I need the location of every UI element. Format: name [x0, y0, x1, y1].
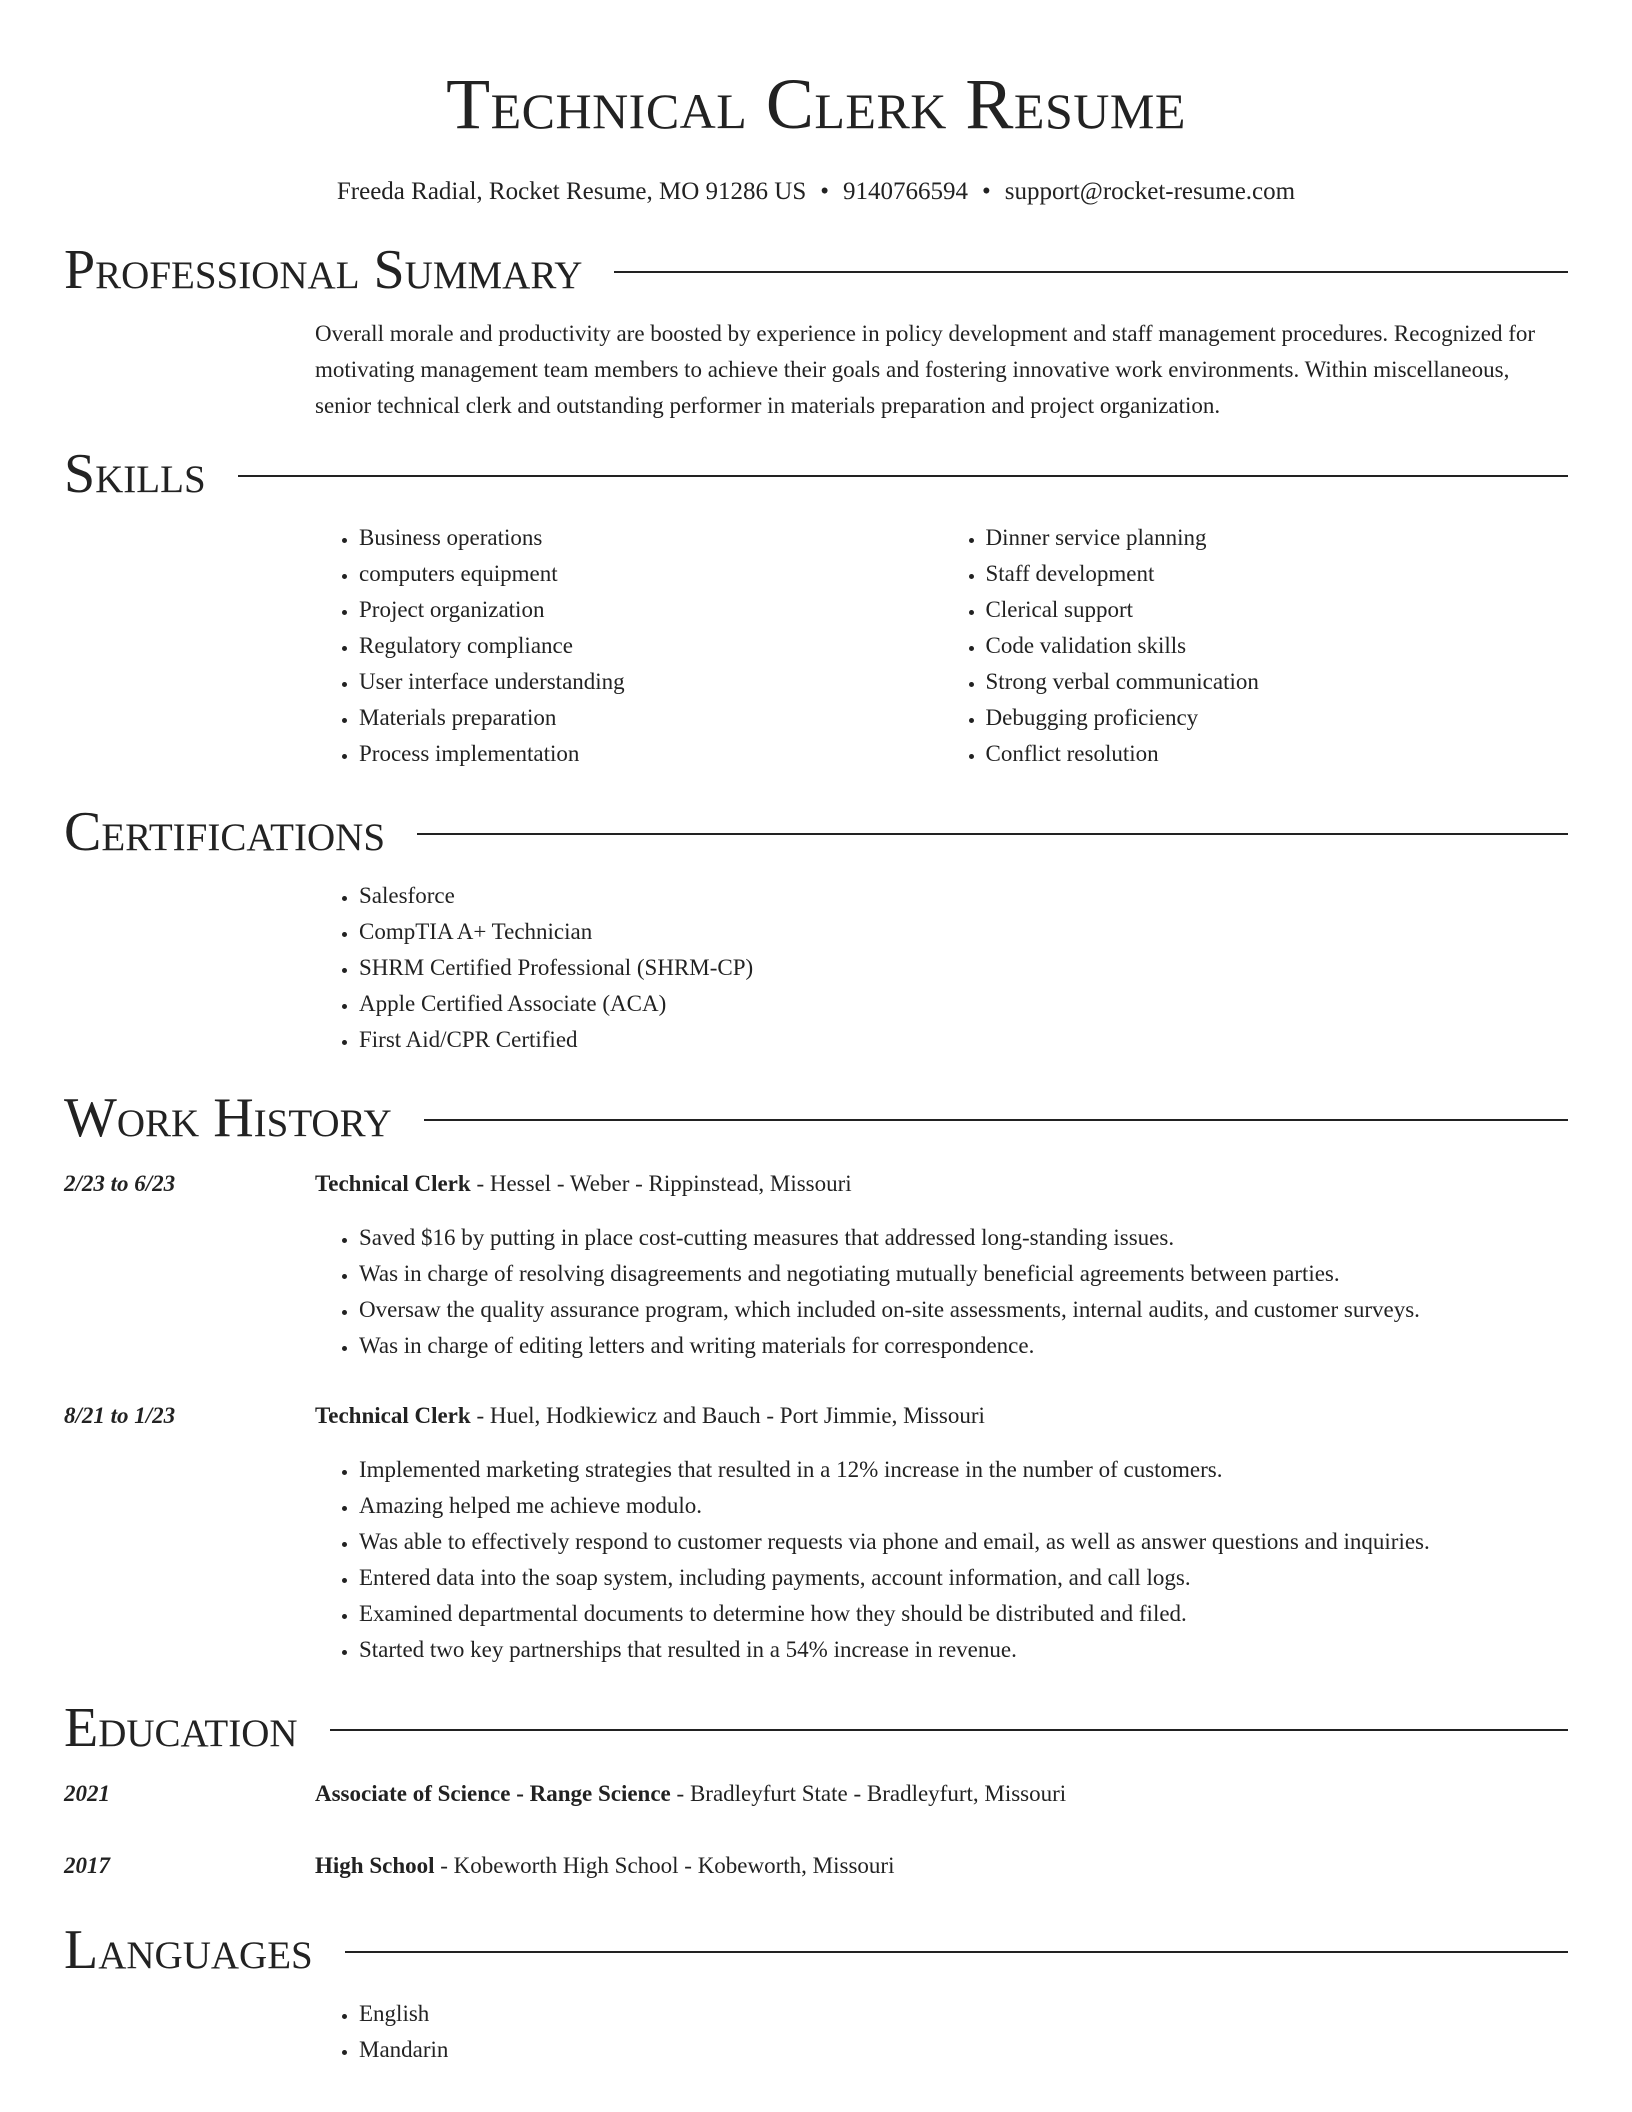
- languages-heading: Languages: [64, 1919, 313, 1981]
- contact-separator: •: [820, 178, 830, 205]
- certification-item: • Apple Certified Associate (ACA): [359, 986, 1568, 1022]
- job-title: Technical Clerk: [315, 1403, 471, 1428]
- education-year: 2021: [64, 1781, 110, 1806]
- education-degree: High School: [315, 1853, 435, 1878]
- skills-grid: [315, 520, 1568, 772]
- languages-list: [315, 1996, 1568, 2068]
- job-dates: 8/21 to 1/23: [64, 1403, 176, 1428]
- skill-item: • computers equipment: [359, 556, 942, 592]
- skill-item: • Conflict resolution: [986, 736, 1569, 772]
- job-role: [315, 1166, 852, 1202]
- job-bullet: • Implemented marketing strategies that resulted in a 12% increase in the number of customers.: [359, 1452, 1568, 1488]
- education-entry: [64, 1848, 1568, 1884]
- work-heading: Work History: [64, 1087, 392, 1149]
- certification-item: • Salesforce: [359, 878, 1568, 914]
- contact-address: Freeda Radial, Rocket Resume, MO 91286 US: [336, 178, 807, 205]
- job-role: [315, 1398, 985, 1434]
- section-divider: [345, 1951, 1568, 1953]
- contact-phone: 9140766594: [843, 178, 969, 205]
- job-bullet: • Amazing helped me achieve modulo.: [359, 1488, 1568, 1524]
- job-bullets-block: [315, 1452, 1568, 1668]
- section-divider: [238, 475, 1568, 477]
- job-entry: [64, 1398, 1568, 1434]
- contact-line: [64, 176, 1568, 208]
- language-item: • Mandarin: [359, 2032, 1568, 2068]
- work-section-header: [64, 1086, 1568, 1150]
- skill-item: • Project organization: [359, 592, 942, 628]
- language-item: • English: [359, 1996, 1568, 2032]
- job-dates: 2/23 to 6/23: [64, 1171, 176, 1196]
- education-heading: Education: [64, 1697, 298, 1759]
- education-details: - Kobeworth High School - Kobeworth, Missouri: [434, 1853, 895, 1878]
- skills-list-left: [315, 520, 942, 772]
- job-entry: [64, 1166, 1568, 1202]
- job-bullet: • Examined departmental documents to determine how they should be distributed and filed.: [359, 1596, 1568, 1632]
- certifications-section-header: [64, 800, 1568, 864]
- certification-item: • SHRM Certified Professional (SHRM-CP): [359, 950, 1568, 986]
- skills-list-right: [942, 520, 1569, 772]
- skill-item: • Materials preparation: [359, 700, 942, 736]
- job-bullets: [315, 1220, 1568, 1364]
- skill-item: • Regulatory compliance: [359, 628, 942, 664]
- education-role: [315, 1848, 894, 1884]
- skills-heading: Skills: [64, 443, 206, 505]
- job-details: - Hessel - Weber - Rippinstead, Missouri: [470, 1171, 852, 1196]
- certification-item: • CompTIA A+ Technician: [359, 914, 1568, 950]
- job-bullet: • Started two key partnerships that resulted in a 54% increase in revenue.: [359, 1632, 1568, 1668]
- job-bullet: • Was in charge of editing letters and writing materials for correspondence.: [359, 1328, 1568, 1364]
- education-entry: [64, 1776, 1568, 1812]
- job-bullets: [315, 1452, 1568, 1668]
- skill-item: • Debugging proficiency: [986, 700, 1569, 736]
- resume-title: Technical Clerk Resume: [446, 64, 1186, 144]
- languages-block: [315, 1996, 1568, 2068]
- skill-item: • Clerical support: [986, 592, 1569, 628]
- job-bullet: • Was in charge of resolving disagreements and negotiating mutually beneficial agreements between parties.: [359, 1256, 1568, 1292]
- job-title: Technical Clerk: [315, 1171, 471, 1196]
- section-divider: [330, 1729, 1568, 1731]
- skill-item: • User interface understanding: [359, 664, 942, 700]
- summary-heading: Professional Summary: [64, 239, 583, 301]
- skill-item: • Business operations: [359, 520, 942, 556]
- certifications-heading: Certifications: [64, 801, 386, 863]
- certifications-block: [315, 878, 1568, 1058]
- section-divider: [424, 1119, 1568, 1121]
- job-bullet: • Oversaw the quality assurance program, which included on-site assessments, internal audits, and customer surveys.: [359, 1292, 1568, 1328]
- section-divider: [614, 271, 1568, 273]
- job-bullet: • Entered data into the soap system, including payments, account information, and call logs.: [359, 1560, 1568, 1596]
- section-divider: [417, 833, 1568, 835]
- education-section-header: [64, 1696, 1568, 1760]
- summary-text: Overall morale and productivity are boosted by experience in policy development and staff management procedures. Recognized for motivating management team members to achieve their goals and fostering innovative work environments. Within miscellaneous, senior technical clerk and outstanding performer in materials preparation and project organization.: [315, 321, 1536, 418]
- certifications-list: [315, 878, 1568, 1058]
- languages-section-header: [64, 1918, 1568, 1982]
- skill-item: • Process implementation: [359, 736, 942, 772]
- job-bullet: • Saved $16 by putting in place cost-cutting measures that addressed long-standing issues.: [359, 1220, 1568, 1256]
- education-degree: Associate of Science - Range Science: [315, 1781, 671, 1806]
- contact-email: support@rocket-resume.com: [1004, 178, 1296, 205]
- job-bullets-block: [315, 1220, 1568, 1364]
- skills-section-header: [64, 442, 1568, 506]
- skill-item: • Code validation skills: [986, 628, 1569, 664]
- education-role: [315, 1776, 1066, 1812]
- education-year: 2017: [64, 1853, 110, 1878]
- job-details: - Huel, Hodkiewicz and Bauch - Port Jimmie, Missouri: [470, 1403, 985, 1428]
- skill-item: • Staff development: [986, 556, 1569, 592]
- job-bullet: • Was able to effectively respond to customer requests via phone and email, as well as answer questions and inquiries.: [359, 1524, 1568, 1560]
- contact-separator: •: [982, 178, 991, 205]
- resume-page: [64, 0, 1568, 2068]
- education-details: - Bradleyfurt State - Bradleyfurt, Missouri: [670, 1781, 1067, 1806]
- skill-item: • Dinner service planning: [986, 520, 1569, 556]
- skill-item: • Strong verbal communication: [986, 664, 1569, 700]
- certification-item: • First Aid/CPR Certified: [359, 1022, 1568, 1058]
- summary-section-header: [64, 238, 1568, 302]
